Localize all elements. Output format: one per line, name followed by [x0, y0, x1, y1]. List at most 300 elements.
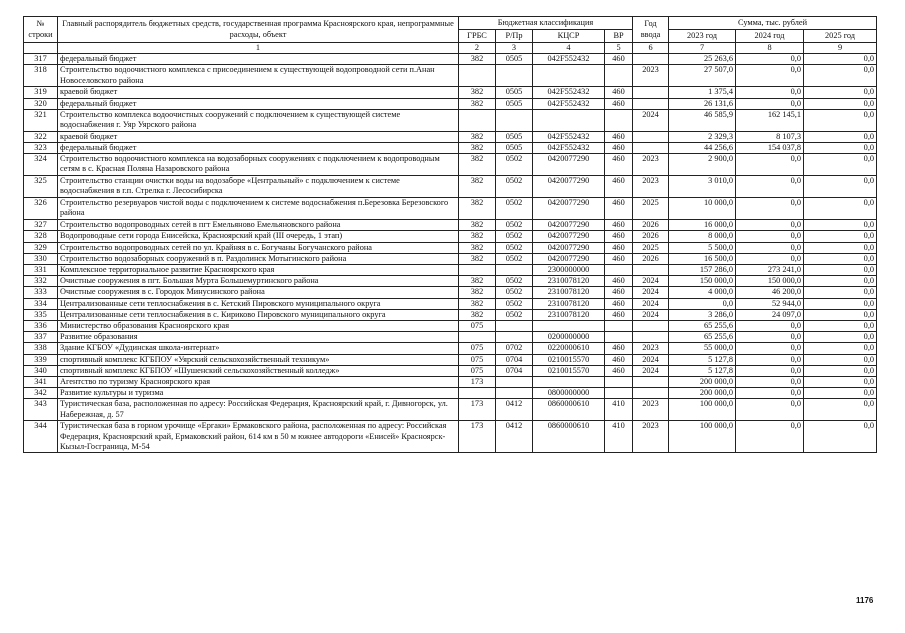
cell-s2023: 3 286,0 [669, 309, 736, 320]
cell-s2023: 5 127,8 [669, 354, 736, 365]
table-row [24, 421, 877, 453]
cell-s2023: 200 000,0 [669, 377, 736, 388]
cell-no: 317 [24, 54, 58, 65]
cell-s2025: 0,0 [804, 176, 877, 198]
cell-s2023: 3 010,0 [669, 176, 736, 198]
cell-s2025: 0,0 [804, 388, 877, 399]
cell-vr: 460 [605, 343, 633, 354]
cell-name: Строительство водоочистного комплекса с присоединением к существующей водопроводной сети п.Анан Новоселовского района [58, 65, 459, 87]
cell-name: Здание КГБОУ «Дудинская школа-интернат» [58, 343, 459, 354]
cell-grbs: 075 [459, 365, 496, 376]
cell-name: Строительство водоочистного комплекса на водозаборных сооружениях с подключением к водопроводным сетям в с. Красная Поляна Назаровского района [58, 154, 459, 176]
cell-no: 337 [24, 332, 58, 343]
cell-year [633, 332, 669, 343]
cell-grbs: 382 [459, 87, 496, 98]
cell-vr [605, 65, 633, 87]
cell-rpr: 0505 [496, 143, 533, 154]
cell-name: Министерство образования Красноярского края [58, 321, 459, 332]
cell-no: 325 [24, 176, 58, 198]
cell-name: Очистные сооружения в пгт. Большая Мурта Большемуртинского района [58, 276, 459, 287]
cell-s2025: 0,0 [804, 131, 877, 142]
header-2024: 2024 год [736, 30, 804, 43]
cell-s2025: 0,0 [804, 377, 877, 388]
table-row [24, 276, 877, 287]
cell-kcsr: 2310078120 [533, 287, 605, 298]
cell-name: Централизованные сети теплоснабжения в с. Кириково Пировского муниципального округа [58, 309, 459, 320]
cell-year [633, 377, 669, 388]
table-row [24, 309, 877, 320]
cell-s2025: 0,0 [804, 198, 877, 220]
cell-s2024: 0,0 [736, 388, 804, 399]
table-row [24, 365, 877, 376]
cell-vr: 410 [605, 421, 633, 453]
cell-grbs: 173 [459, 399, 496, 421]
table-row [24, 287, 877, 298]
cell-kcsr: 042F552432 [533, 87, 605, 98]
cell-vr: 460 [605, 87, 633, 98]
cell-rpr [496, 332, 533, 343]
cell-vr: 460 [605, 220, 633, 231]
cell-vr: 460 [605, 154, 633, 176]
table-row [24, 220, 877, 231]
cell-vr: 460 [605, 131, 633, 142]
cell-vr [605, 332, 633, 343]
cell-vr: 460 [605, 143, 633, 154]
cell-grbs: 382 [459, 54, 496, 65]
cell-year: 2024 [633, 365, 669, 376]
cell-s2025: 0,0 [804, 109, 877, 131]
cell-year: 2024 [633, 109, 669, 131]
cell-no: 321 [24, 109, 58, 131]
cell-kcsr: 2310078120 [533, 298, 605, 309]
table-row [24, 154, 877, 176]
table-row [24, 265, 877, 276]
cell-rpr: 0502 [496, 198, 533, 220]
table-row [24, 332, 877, 343]
cell-rpr: 0505 [496, 54, 533, 65]
cell-name: Комплексное территориальное развитие Красноярского края [58, 265, 459, 276]
cell-kcsr: 042F552432 [533, 131, 605, 142]
cell-s2024: 0,0 [736, 421, 804, 453]
cell-rpr: 0704 [496, 354, 533, 365]
cell-s2025: 0,0 [804, 242, 877, 253]
cell-year: 2024 [633, 354, 669, 365]
cell-rpr [496, 321, 533, 332]
cell-s2023: 1 375,4 [669, 87, 736, 98]
cell-year: 2024 [633, 287, 669, 298]
cell-vr: 460 [605, 54, 633, 65]
cell-s2025: 0,0 [804, 321, 877, 332]
cell-s2024: 24 097,0 [736, 309, 804, 320]
cell-s2024: 0,0 [736, 65, 804, 87]
cell-rpr: 0505 [496, 87, 533, 98]
cell-grbs: 173 [459, 377, 496, 388]
cell-s2024: 0,0 [736, 54, 804, 65]
table-row [24, 388, 877, 399]
cell-kcsr: 0210015570 [533, 365, 605, 376]
cell-vr: 460 [605, 231, 633, 242]
cell-rpr: 0502 [496, 242, 533, 253]
cell-no: 323 [24, 143, 58, 154]
cell-s2024: 150 000,0 [736, 276, 804, 287]
cell-rpr: 0412 [496, 399, 533, 421]
cell-name: Строительство комплекса водоочистных сооружений с подключением к существующей системе водоснабжения г. Уяр Уярского района [58, 109, 459, 131]
cell-s2024: 0,0 [736, 365, 804, 376]
cell-name: Централизованные сети теплоснабжения в с. Кетский Пировского муниципального округа [58, 298, 459, 309]
cell-name: федеральный бюджет [58, 143, 459, 154]
cell-name: Развитие образования [58, 332, 459, 343]
cell-no: 338 [24, 343, 58, 354]
cell-s2023: 55 000,0 [669, 343, 736, 354]
cell-s2024: 0,0 [736, 399, 804, 421]
page-number: 1176 [856, 596, 874, 605]
header-kcsr: КЦСР [533, 30, 605, 43]
cell-s2024: 0,0 [736, 87, 804, 98]
cell-name: Строительство водозаборных сооружений в п. Раздолинск Мотыгинского района [58, 253, 459, 264]
cell-s2023: 46 585,9 [669, 109, 736, 131]
cell-vr: 460 [605, 298, 633, 309]
cell-s2023: 65 255,6 [669, 332, 736, 343]
cell-s2023: 44 256,6 [669, 143, 736, 154]
cell-name: краевой бюджет [58, 131, 459, 142]
header-index: 4 [533, 43, 605, 54]
cell-s2025: 0,0 [804, 265, 877, 276]
cell-no: 324 [24, 154, 58, 176]
cell-no: 336 [24, 321, 58, 332]
cell-kcsr: 0420077290 [533, 198, 605, 220]
table-row [24, 321, 877, 332]
cell-kcsr: 0420077290 [533, 242, 605, 253]
cell-grbs [459, 388, 496, 399]
header-commission-year: Год ввода [633, 17, 669, 43]
budget-table [23, 16, 877, 453]
cell-no: 332 [24, 276, 58, 287]
cell-s2024: 0,0 [736, 321, 804, 332]
cell-year: 2024 [633, 309, 669, 320]
cell-grbs: 382 [459, 154, 496, 176]
cell-s2024: 0,0 [736, 220, 804, 231]
header-budget-classification: Бюджетная классификация [459, 17, 633, 30]
cell-rpr [496, 388, 533, 399]
cell-no: 334 [24, 298, 58, 309]
table-row [24, 54, 877, 65]
table-row [24, 65, 877, 87]
cell-year [633, 265, 669, 276]
cell-name: Водопроводные сети города Енисейска, Красноярский край (III очередь, 1 этап) [58, 231, 459, 242]
cell-vr [605, 265, 633, 276]
cell-year: 2023 [633, 154, 669, 176]
cell-kcsr: 0200000000 [533, 332, 605, 343]
header-vr: ВР [605, 30, 633, 43]
cell-name: спортивный комплекс КГБПОУ «Уярский сельскохозяйственный техникум» [58, 354, 459, 365]
cell-vr: 460 [605, 253, 633, 264]
cell-s2023: 26 131,6 [669, 98, 736, 109]
table-row [24, 377, 877, 388]
cell-s2024: 0,0 [736, 332, 804, 343]
header-index [24, 43, 58, 54]
cell-rpr [496, 377, 533, 388]
cell-s2023: 0,0 [669, 298, 736, 309]
cell-vr: 460 [605, 176, 633, 198]
cell-s2023: 10 000,0 [669, 198, 736, 220]
cell-rpr [496, 109, 533, 131]
cell-s2024: 8 107,3 [736, 131, 804, 142]
cell-rpr: 0704 [496, 365, 533, 376]
cell-vr: 460 [605, 309, 633, 320]
table-row [24, 253, 877, 264]
cell-kcsr: 042F552432 [533, 54, 605, 65]
cell-grbs [459, 65, 496, 87]
cell-s2025: 0,0 [804, 399, 877, 421]
cell-s2023: 100 000,0 [669, 399, 736, 421]
table-row [24, 399, 877, 421]
cell-grbs: 382 [459, 231, 496, 242]
cell-grbs: 382 [459, 253, 496, 264]
cell-rpr: 0412 [496, 421, 533, 453]
cell-s2025: 0,0 [804, 354, 877, 365]
header-2023: 2023 год [669, 30, 736, 43]
cell-rpr [496, 265, 533, 276]
cell-s2025: 0,0 [804, 87, 877, 98]
cell-name: федеральный бюджет [58, 98, 459, 109]
table-row [24, 98, 877, 109]
cell-name: Строительство станции очистки воды на водозаборе «Центральный» с подключением к системе водоснабжения в г.п. Стрелка г. Лесосибирска [58, 176, 459, 198]
cell-s2024: 46 200,0 [736, 287, 804, 298]
cell-kcsr: 2310078120 [533, 276, 605, 287]
cell-grbs: 382 [459, 198, 496, 220]
cell-no: 344 [24, 421, 58, 453]
cell-s2023: 200 000,0 [669, 388, 736, 399]
cell-year: 2023 [633, 399, 669, 421]
cell-no: 329 [24, 242, 58, 253]
cell-s2023: 27 507,0 [669, 65, 736, 87]
cell-s2023: 5 127,8 [669, 365, 736, 376]
cell-name: Очистные сооружения в с. Городок Минусинского района [58, 287, 459, 298]
table-row [24, 354, 877, 365]
cell-year [633, 87, 669, 98]
cell-year: 2023 [633, 421, 669, 453]
cell-rpr: 0702 [496, 343, 533, 354]
cell-kcsr: 042F552432 [533, 143, 605, 154]
table-row [24, 176, 877, 198]
cell-year: 2026 [633, 253, 669, 264]
cell-no: 320 [24, 98, 58, 109]
cell-grbs: 075 [459, 354, 496, 365]
cell-kcsr [533, 377, 605, 388]
cell-rpr: 0502 [496, 154, 533, 176]
cell-grbs [459, 265, 496, 276]
cell-rpr: 0502 [496, 309, 533, 320]
cell-s2025: 0,0 [804, 54, 877, 65]
cell-no: 319 [24, 87, 58, 98]
cell-s2023: 16 000,0 [669, 220, 736, 231]
cell-year [633, 54, 669, 65]
cell-grbs: 382 [459, 176, 496, 198]
cell-s2024: 0,0 [736, 154, 804, 176]
cell-name: Строительство резервуаров чистой воды с подключением к системе водоснабжения п.Березовка Березовского района [58, 198, 459, 220]
header-2025: 2025 год [804, 30, 877, 43]
cell-vr: 460 [605, 365, 633, 376]
cell-s2024: 0,0 [736, 231, 804, 242]
cell-s2025: 0,0 [804, 253, 877, 264]
cell-s2025: 0,0 [804, 332, 877, 343]
cell-year: 2023 [633, 343, 669, 354]
cell-kcsr: 0860000610 [533, 421, 605, 453]
cell-grbs: 382 [459, 298, 496, 309]
cell-grbs: 382 [459, 287, 496, 298]
cell-s2023: 100 000,0 [669, 421, 736, 453]
cell-s2024: 0,0 [736, 253, 804, 264]
cell-kcsr: 0420077290 [533, 176, 605, 198]
cell-rpr: 0502 [496, 176, 533, 198]
cell-grbs: 382 [459, 276, 496, 287]
header-index: 2 [459, 43, 496, 54]
cell-no: 335 [24, 309, 58, 320]
header-grbs: ГРБС [459, 30, 496, 43]
cell-vr: 460 [605, 98, 633, 109]
cell-kcsr: 0420077290 [533, 220, 605, 231]
cell-vr: 460 [605, 242, 633, 253]
header-index: 6 [633, 43, 669, 54]
cell-vr: 410 [605, 399, 633, 421]
cell-kcsr: 2310078120 [533, 309, 605, 320]
header-index: 8 [736, 43, 804, 54]
table-row [24, 231, 877, 242]
cell-no: 333 [24, 287, 58, 298]
cell-s2023: 2 329,3 [669, 131, 736, 142]
cell-no: 340 [24, 365, 58, 376]
table-row [24, 298, 877, 309]
cell-s2023: 2 900,0 [669, 154, 736, 176]
cell-year: 2026 [633, 231, 669, 242]
cell-vr [605, 377, 633, 388]
cell-kcsr: 0210015570 [533, 354, 605, 365]
cell-grbs: 382 [459, 131, 496, 142]
cell-name: краевой бюджет [58, 87, 459, 98]
cell-grbs: 173 [459, 421, 496, 453]
header-index: 3 [496, 43, 533, 54]
cell-name: Агентство по туризму Красноярского края [58, 377, 459, 388]
cell-year: 2023 [633, 65, 669, 87]
cell-name: Туристическая база в горном урочище «Ергаки» Ермаковского района, расположенная по адресу: Российская Федерация, Красноярский край, Ермаковский район, 614 км в 50 м южнее автодороги «Енисей» Красноярск-Кызыл-Госграница, М-54 [58, 421, 459, 453]
cell-s2025: 0,0 [804, 98, 877, 109]
cell-rpr: 0502 [496, 287, 533, 298]
cell-grbs: 075 [459, 321, 496, 332]
cell-vr: 460 [605, 276, 633, 287]
cell-s2025: 0,0 [804, 298, 877, 309]
cell-kcsr: 0220000610 [533, 343, 605, 354]
cell-grbs [459, 109, 496, 131]
header-index: 9 [804, 43, 877, 54]
cell-s2023: 16 500,0 [669, 253, 736, 264]
cell-year: 2026 [633, 220, 669, 231]
cell-rpr: 0502 [496, 220, 533, 231]
cell-s2023: 8 000,0 [669, 231, 736, 242]
cell-s2024: 0,0 [736, 176, 804, 198]
header-index: 5 [605, 43, 633, 54]
cell-s2025: 0,0 [804, 276, 877, 287]
cell-year: 2024 [633, 298, 669, 309]
cell-s2024: 0,0 [736, 343, 804, 354]
cell-kcsr: 0860000610 [533, 399, 605, 421]
cell-rpr: 0505 [496, 131, 533, 142]
cell-s2023: 65 255,6 [669, 321, 736, 332]
header-rpr: Р/Пр [496, 30, 533, 43]
cell-no: 318 [24, 65, 58, 87]
cell-name: Развитие культуры и туризма [58, 388, 459, 399]
table-row [24, 143, 877, 154]
cell-vr [605, 388, 633, 399]
cell-name: спортивный комплекс КГБПОУ «Шушенский сельскохозяйственный колледж» [58, 365, 459, 376]
cell-no: 326 [24, 198, 58, 220]
cell-grbs: 382 [459, 309, 496, 320]
cell-kcsr [533, 65, 605, 87]
cell-rpr: 0502 [496, 276, 533, 287]
cell-s2023: 150 000,0 [669, 276, 736, 287]
cell-s2024: 162 145,1 [736, 109, 804, 131]
cell-kcsr: 0420077290 [533, 231, 605, 242]
cell-vr: 460 [605, 287, 633, 298]
cell-year: 2025 [633, 242, 669, 253]
header-index: 7 [669, 43, 736, 54]
cell-grbs: 382 [459, 220, 496, 231]
cell-name: федеральный бюджет [58, 54, 459, 65]
cell-year [633, 98, 669, 109]
cell-s2024: 273 241,0 [736, 265, 804, 276]
cell-s2025: 0,0 [804, 343, 877, 354]
cell-s2023: 25 263,6 [669, 54, 736, 65]
cell-kcsr [533, 321, 605, 332]
cell-year: 2025 [633, 198, 669, 220]
cell-s2025: 0,0 [804, 143, 877, 154]
cell-grbs: 075 [459, 343, 496, 354]
table-row [24, 131, 877, 142]
cell-no: 342 [24, 388, 58, 399]
cell-rpr: 0502 [496, 231, 533, 242]
cell-kcsr: 042F552432 [533, 98, 605, 109]
cell-name: Строительство водопроводных сетей по ул. Крайняя в с. Богучаны Богучанского района [58, 242, 459, 253]
cell-s2024: 0,0 [736, 354, 804, 365]
header-row-number: № строки [24, 17, 58, 43]
cell-year: 2023 [633, 176, 669, 198]
cell-s2025: 0,0 [804, 154, 877, 176]
cell-vr: 460 [605, 198, 633, 220]
header-object-name: Главный распорядитель бюджетных средств, государственная программа Красноярского края, непрограммные расходы, объект [58, 17, 459, 43]
cell-s2025: 0,0 [804, 231, 877, 242]
cell-kcsr: 2300000000 [533, 265, 605, 276]
cell-year [633, 143, 669, 154]
cell-s2024: 0,0 [736, 242, 804, 253]
cell-s2025: 0,0 [804, 365, 877, 376]
cell-no: 328 [24, 231, 58, 242]
cell-kcsr [533, 109, 605, 131]
table-row [24, 87, 877, 98]
cell-name: Туристическая база, расположенная по адресу: Российская Федерация, Красноярский край, г. Дивногорск, ул. Набережная, д. 57 [58, 399, 459, 421]
cell-vr: 460 [605, 354, 633, 365]
cell-no: 343 [24, 399, 58, 421]
cell-grbs: 382 [459, 98, 496, 109]
cell-year [633, 131, 669, 142]
cell-no: 331 [24, 265, 58, 276]
cell-s2025: 0,0 [804, 421, 877, 453]
cell-rpr: 0502 [496, 253, 533, 264]
cell-s2024: 0,0 [736, 198, 804, 220]
cell-s2023: 5 500,0 [669, 242, 736, 253]
cell-grbs: 382 [459, 242, 496, 253]
header-index: 1 [58, 43, 459, 54]
cell-kcsr: 0420077290 [533, 154, 605, 176]
table-row [24, 242, 877, 253]
